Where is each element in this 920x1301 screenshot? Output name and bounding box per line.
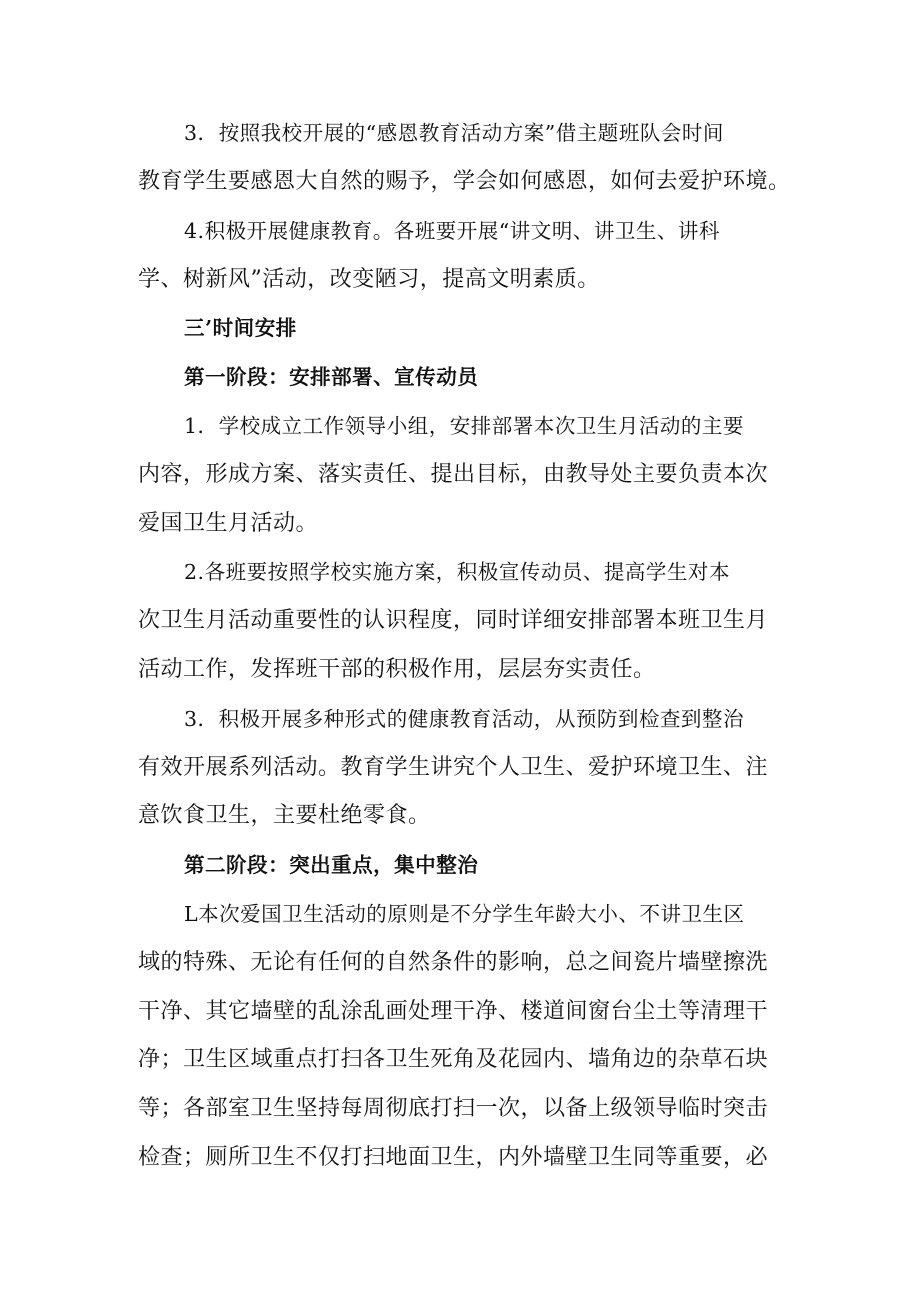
text-line-3: 4.积极开展健康教育。各班要开展“讲文明、讲卫生、讲科 — [184, 219, 720, 243]
text-line-11: 次卫生月活动重要性的认识程度，同时详细安排部署本班卫生月 — [138, 608, 769, 633]
text-line-18: 域的特殊、无论有任何的自然条件的影响，总之间瓷片墙壁擦洗 — [138, 950, 769, 975]
text-line-19: 干净、其它墙壁的乱涂乱画处理干净、楼道间窗台尘土等清理干 — [138, 999, 769, 1024]
text-line-17: L本次爱国卫生活动的原则是不分学生年龄大小、不讲卫生区 — [184, 902, 745, 926]
text-line-13: 3．积极开展多种形式的健康教育活动，从预防到检查到整治 — [184, 707, 744, 731]
text-line-2: 教育学生要感恩大自然的赐予，学会如何感恩，如何去爱护环境。 — [138, 169, 791, 194]
text-line-10: 2.各班要按照学校实施方案，积极宣传动员、提高学生对本 — [184, 560, 730, 584]
stage-one-heading: 第一阶段：安排部署、宣传动员 — [184, 365, 479, 389]
text-line-7: 1．学校成立工作领导小组，安排部署本次卫生月活动的主要 — [184, 414, 744, 438]
text-line-21: 等；各部室卫生坚持每周彻底打扫一次，以备上级领导临时突击 — [138, 1096, 769, 1121]
stage-two-heading: 第二阶段：突出重点，集中整治 — [184, 853, 479, 877]
text-line-14: 有效开展系列活动。教育学生讲究个人卫生、爱护环境卫生、注 — [138, 755, 769, 780]
text-line-12: 活动工作，发挥班干部的积极作用，层层夯实责任。 — [138, 657, 656, 682]
text-line-20: 净；卫生区域重点打扫各卫生死角及花园内、墙角边的杂草石块 — [138, 1047, 769, 1072]
text-line-8: 内容，形成方案、落实责任、提出目标，由教导处主要负责本次 — [138, 462, 769, 487]
text-line-15: 意饮食卫生，主要杜绝零食。 — [138, 803, 431, 828]
text-line-9: 爱国卫生月活动。 — [138, 511, 319, 536]
text-line-4: 学、树新风”活动，改变陋习，提高文明素质。 — [138, 267, 600, 292]
text-line-22: 检查；厕所卫生不仅打扫地面卫生，内外墙壁卫生同等重要，必 — [138, 1145, 769, 1170]
section-heading-schedule: 三’时间安排 — [184, 316, 297, 340]
text-line-1: 3．按照我校开展的“感恩教育活动方案”借主题班队会时间 — [184, 121, 724, 145]
